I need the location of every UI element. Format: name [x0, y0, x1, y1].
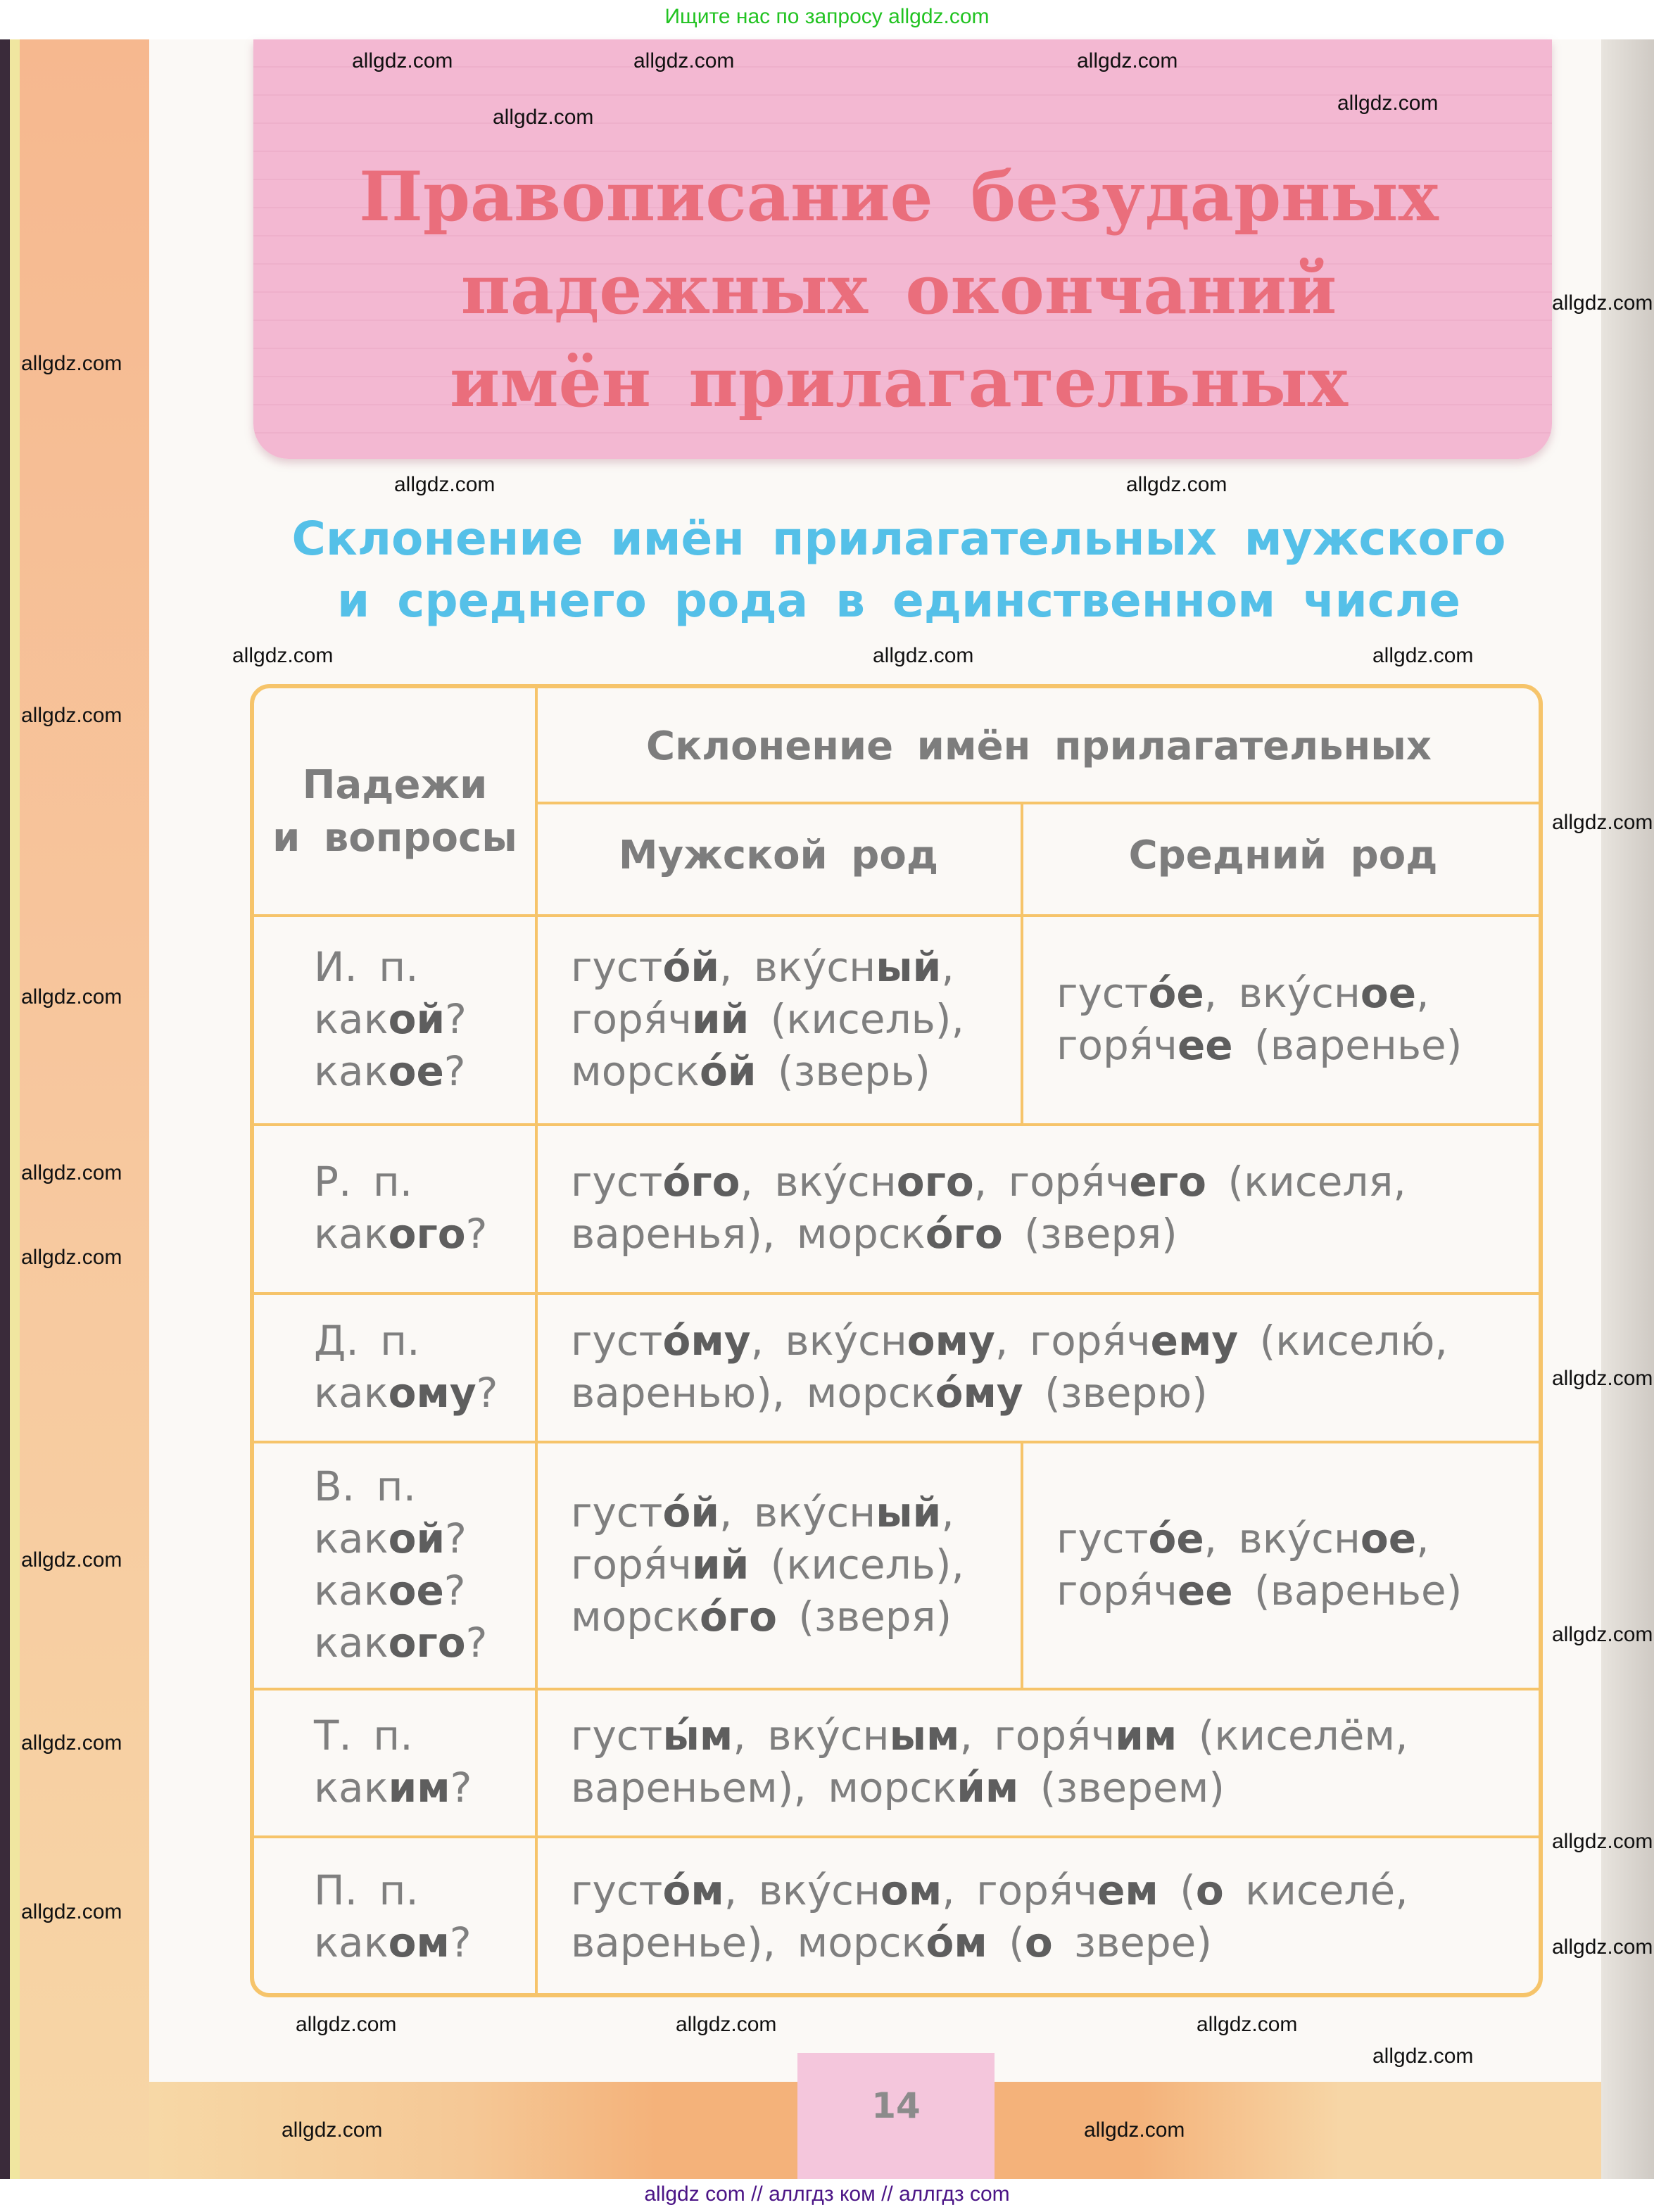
masculine-cell: [571, 941, 964, 1097]
watermark: allgdz.com: [1084, 2118, 1185, 2142]
word-text: ?: [465, 1210, 488, 1258]
word-text: густ: [571, 1158, 663, 1206]
word-text: , вку́сн: [733, 1712, 890, 1759]
row-divider: [254, 914, 1543, 917]
book-binding-edge: [10, 39, 20, 2179]
word-text: ?: [445, 1514, 467, 1562]
ending-highlight: ым: [889, 1712, 960, 1759]
case-cell: [314, 941, 467, 1097]
watermark: allgdz.com: [1337, 91, 1439, 115]
ending-highlight: о: [1024, 1919, 1053, 1966]
cell-line: [571, 1156, 1406, 1208]
cell-line: [571, 1591, 964, 1643]
watermark: allgdz.com: [1552, 1367, 1653, 1390]
row-divider: [254, 1123, 1543, 1126]
word-text: ?: [443, 1566, 466, 1614]
word-text: , вку́сн: [750, 1316, 907, 1365]
word-text: как: [314, 1764, 389, 1812]
header-declension: Склонение имён прилагательных: [645, 723, 1432, 769]
word-text: (: [987, 1919, 1025, 1966]
cell-line: [314, 993, 467, 1045]
word-text: Д. п.: [314, 1316, 420, 1365]
cell-line: [314, 1512, 487, 1565]
word-text: В. п.: [314, 1462, 417, 1510]
watermark: allgdz.com: [21, 985, 122, 1009]
ending-highlight: о́го: [662, 1158, 740, 1206]
watermark: allgdz.com: [1126, 473, 1227, 496]
masculine-cell: [571, 1486, 964, 1643]
case-cell: [314, 1315, 498, 1419]
word-text: как: [314, 1514, 389, 1562]
watermark: allgdz.com: [873, 644, 974, 667]
watermark: allgdz.com: [21, 1161, 122, 1184]
column-divider: [1021, 1441, 1023, 1688]
word-text: как: [314, 1566, 389, 1614]
ending-highlight: ый: [876, 1488, 942, 1536]
word-text: вареньем), морск: [571, 1764, 957, 1812]
ending-highlight: ому: [388, 1368, 476, 1417]
word-text: ,: [1416, 1514, 1429, 1562]
word-text: , горя́ч: [995, 1316, 1151, 1365]
word-text: , вку́сн: [740, 1158, 897, 1206]
word-text: горя́ч: [1056, 1566, 1178, 1614]
ending-highlight: ое: [388, 1047, 444, 1095]
ending-highlight: о́го: [699, 1592, 777, 1641]
word-text: морск: [571, 1047, 700, 1095]
word-text: , горя́ч: [942, 1866, 1098, 1914]
declension-cell: [571, 1315, 1448, 1419]
watermark: allgdz.com: [1552, 1935, 1653, 1959]
header-cases: Падежи: [302, 762, 488, 808]
cell-line: [571, 1045, 964, 1097]
ending-highlight: ы́м: [662, 1712, 733, 1759]
word-text: густ: [571, 1866, 663, 1914]
declension-cell: [571, 1864, 1408, 1968]
watermark: allgdz.com: [21, 1731, 122, 1755]
word-text: как: [314, 994, 389, 1043]
ending-highlight: ого: [388, 1618, 466, 1667]
case-cell: [314, 1156, 487, 1260]
word-text: горя́ч: [571, 994, 692, 1043]
cell-line: [571, 1916, 1408, 1968]
watermark: allgdz.com: [282, 2118, 383, 2142]
word-text: (киселю́,: [1238, 1316, 1448, 1365]
bottom-banner[interactable]: allgdz com // аллгдз ком // аллгдз com: [0, 2179, 1654, 2212]
word-text: ,: [941, 942, 954, 991]
cell-line: [314, 1565, 487, 1617]
ending-highlight: им: [388, 1764, 450, 1812]
ending-highlight: ый: [876, 942, 942, 991]
cell-line: [1056, 1565, 1462, 1617]
word-text: , вку́сн: [1204, 968, 1361, 1017]
ending-highlight: ое: [388, 1566, 444, 1614]
cell-line: [314, 1864, 472, 1916]
watermark: allgdz.com: [1552, 811, 1653, 834]
word-text: (: [1158, 1866, 1196, 1914]
row-divider: [254, 1688, 1543, 1690]
word-text: густ: [571, 1712, 663, 1759]
word-text: ?: [443, 1047, 466, 1095]
cell-line: [571, 1208, 1406, 1260]
neuter-cell: [1056, 1512, 1462, 1617]
cell-line: [571, 1315, 1448, 1367]
cell-line: [314, 1617, 487, 1669]
cell-line: [314, 1315, 498, 1367]
word-text: Т. п.: [314, 1712, 413, 1759]
word-text: (зверя): [776, 1592, 952, 1641]
row-divider: [254, 1835, 1543, 1838]
cell-line: [314, 1156, 487, 1208]
word-text: , вку́сн: [1204, 1514, 1361, 1562]
cell-line: [571, 1864, 1408, 1916]
cell-line: [314, 1208, 487, 1260]
cell-line: [1056, 1019, 1462, 1071]
ending-highlight: о́й: [662, 1488, 719, 1536]
watermark: allgdz.com: [21, 704, 122, 727]
cell-line: [314, 1045, 467, 1097]
ending-highlight: его: [1129, 1158, 1207, 1206]
watermark: allgdz.com: [1197, 2013, 1298, 2036]
ending-highlight: и́м: [957, 1764, 1019, 1812]
word-text: , вку́сн: [719, 1488, 876, 1536]
word-text: ,: [941, 1488, 954, 1536]
cell-line: [571, 1486, 964, 1538]
header-divider: [535, 802, 1543, 804]
ending-highlight: о́го: [925, 1210, 1003, 1258]
word-text: ?: [465, 1618, 488, 1667]
ending-highlight: ее: [1177, 1020, 1233, 1069]
ending-highlight: о́е: [1148, 968, 1204, 1017]
ending-highlight: ого: [896, 1158, 974, 1206]
word-text: горя́ч: [1056, 1020, 1178, 1069]
ending-highlight: ом: [880, 1866, 942, 1914]
cell-line: [1056, 967, 1462, 1019]
word-text: густ: [571, 942, 663, 991]
cell-line: [571, 1709, 1408, 1762]
word-text: (кисель),: [749, 1540, 964, 1588]
declension-cell: [571, 1709, 1408, 1814]
word-text: П. п.: [314, 1866, 419, 1914]
ending-highlight: о́е: [1148, 1514, 1204, 1562]
column-divider: [535, 688, 538, 1997]
ending-highlight: ом: [388, 1919, 450, 1966]
case-cell: [314, 1864, 472, 1968]
title-line: падежных окончаний: [460, 250, 1337, 329]
cell-line: [314, 941, 467, 993]
row-divider: [254, 1292, 1543, 1295]
word-text: (зверем): [1018, 1764, 1225, 1812]
ending-highlight: о́му: [662, 1316, 751, 1365]
cell-line: [314, 1709, 472, 1762]
cell-line: [571, 1367, 1448, 1419]
watermark: allgdz.com: [1552, 1623, 1653, 1646]
cell-line: [314, 1762, 472, 1814]
word-text: как: [314, 1919, 389, 1966]
word-text: как: [314, 1210, 389, 1258]
word-text: киселе́,: [1223, 1866, 1408, 1914]
subtitle-line: Склонение имён прилагательных мужского: [291, 512, 1506, 566]
ending-highlight: о́й: [699, 1047, 757, 1095]
word-text: , горя́ч: [973, 1158, 1130, 1206]
ending-highlight: о́му: [935, 1368, 1023, 1417]
word-text: варенья), морск: [571, 1210, 926, 1258]
word-text: ?: [445, 994, 467, 1043]
ending-highlight: ем: [1097, 1866, 1159, 1914]
book-binding: [0, 39, 10, 2179]
watermark: allgdz.com: [493, 106, 594, 129]
word-text: , вку́сн: [719, 942, 876, 991]
declension-table: [250, 684, 1543, 1997]
word-text: густ: [1056, 968, 1149, 1017]
header-cases-questions: и вопросы: [272, 815, 517, 861]
word-text: густ: [571, 1316, 663, 1365]
word-text: (зверь): [756, 1047, 930, 1095]
word-text: (зверя): [1002, 1210, 1178, 1258]
watermark: allgdz.com: [633, 49, 735, 72]
neuter-cell: [1056, 967, 1462, 1071]
header-masculine: Мужской род: [618, 833, 939, 878]
word-text: (киселём,: [1177, 1712, 1408, 1759]
cell-line: [1056, 1512, 1462, 1565]
ending-highlight: о́м: [662, 1866, 724, 1914]
cell-line: [314, 1916, 472, 1968]
watermark: allgdz.com: [21, 352, 122, 375]
word-text: звере): [1052, 1919, 1212, 1966]
word-text: (кисель),: [749, 994, 964, 1043]
ending-highlight: им: [1115, 1712, 1178, 1759]
ending-highlight: ого: [388, 1210, 466, 1258]
cell-line: [571, 993, 964, 1045]
watermark: allgdz.com: [676, 2013, 777, 2036]
watermark: allgdz.com: [394, 473, 495, 496]
cell-line: [571, 1762, 1408, 1814]
word-text: морск: [571, 1592, 700, 1641]
word-text: как: [314, 1368, 389, 1417]
word-text: Р. п.: [314, 1158, 413, 1206]
word-text: варенье), морск: [571, 1919, 926, 1966]
cell-line: [314, 1367, 498, 1419]
watermark: allgdz.com: [232, 644, 334, 667]
watermark: allgdz.com: [21, 1246, 122, 1269]
watermark: allgdz.com: [1077, 49, 1178, 72]
ending-highlight: ой: [388, 994, 446, 1043]
word-text: горя́ч: [571, 1540, 692, 1588]
word-text: густ: [571, 1488, 663, 1536]
ending-highlight: ому: [907, 1316, 995, 1365]
watermark: allgdz.com: [1552, 291, 1653, 315]
cell-line: [571, 941, 964, 993]
ending-highlight: о: [1195, 1866, 1224, 1914]
word-text: , горя́ч: [959, 1712, 1116, 1759]
word-text: (зверю): [1023, 1368, 1208, 1417]
watermark: allgdz.com: [1372, 2044, 1474, 2068]
word-text: как: [314, 1047, 389, 1095]
word-text: (варенье): [1232, 1020, 1463, 1069]
title-line: Правописание безударных: [359, 157, 1439, 236]
word-text: ?: [476, 1368, 498, 1417]
cell-line: [571, 1538, 964, 1591]
watermark: allgdz.com: [352, 49, 453, 72]
column-divider: [1021, 802, 1023, 1123]
word-text: варенью), морск: [571, 1368, 935, 1417]
title-line: имён прилагательных: [449, 343, 1348, 422]
declension-cell: [571, 1156, 1406, 1260]
word-text: ?: [450, 1764, 472, 1812]
word-text: И. п.: [314, 942, 419, 991]
page-number: 14: [797, 2053, 995, 2180]
row-divider: [254, 1441, 1543, 1443]
cell-line: [314, 1460, 487, 1512]
watermark: allgdz.com: [1552, 1830, 1653, 1853]
word-text: , вку́сн: [724, 1866, 880, 1914]
watermark: allgdz.com: [296, 2013, 397, 2036]
case-cell: [314, 1460, 487, 1669]
watermark: allgdz.com: [21, 1548, 122, 1572]
word-text: ?: [449, 1919, 472, 1966]
ending-highlight: ий: [691, 994, 750, 1043]
word-text: ,: [1416, 968, 1429, 1017]
case-cell: [314, 1709, 472, 1814]
ending-highlight: ое: [1360, 1514, 1417, 1562]
ending-highlight: ой: [388, 1514, 446, 1562]
ending-highlight: о́м: [926, 1919, 987, 1966]
word-text: густ: [1056, 1514, 1149, 1562]
word-text: (киселя,: [1206, 1158, 1406, 1206]
header-neuter: Средний род: [1128, 833, 1438, 878]
ending-highlight: ий: [691, 1540, 750, 1588]
word-text: (варенье): [1232, 1566, 1463, 1614]
top-banner[interactable]: Ищите нас по запросу allgdz.com: [0, 0, 1654, 39]
ending-highlight: о́й: [662, 942, 719, 991]
ending-highlight: ое: [1360, 968, 1417, 1017]
ending-highlight: ее: [1177, 1566, 1233, 1614]
watermark: allgdz.com: [21, 1900, 122, 1923]
ending-highlight: ему: [1150, 1316, 1239, 1365]
word-text: как: [314, 1618, 389, 1667]
subtitle-line: и среднего рода в единственном числе: [336, 574, 1461, 628]
watermark: allgdz.com: [1372, 644, 1474, 667]
